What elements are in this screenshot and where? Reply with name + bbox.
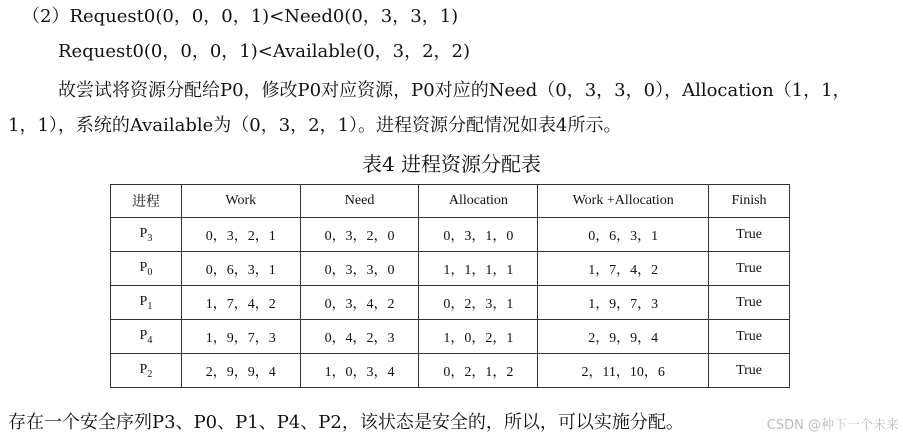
process-cell: $P_1$ xyxy=(111,286,182,320)
table-caption: 表4 进程资源分配表 xyxy=(361,152,542,176)
work-plus-allocation-cell: 1，9，7，3 xyxy=(538,286,709,320)
allocation-cell: 1，1，1，1 xyxy=(419,252,538,286)
allocation-text-line-1: 故尝试将资源分配给P0，修改P0对应资源，P0对应的Need（0，3，3，0），Allocation（1，1， xyxy=(58,80,851,101)
work-cell: 2，9，9，4 xyxy=(181,354,300,388)
work-plus-allocation-cell: 2，9，9，4 xyxy=(538,320,709,354)
process-cell: $P_0$ xyxy=(111,252,182,286)
need-cell: 1，0，3，4 xyxy=(300,354,419,388)
finish-cell: True xyxy=(709,218,790,252)
table-header-row xyxy=(111,185,790,218)
request-available-line: Request0(0，0，0，1)<Available(0，3，2，2) xyxy=(58,41,471,62)
table-row xyxy=(111,252,790,286)
header-allocation: Allocation xyxy=(419,185,538,218)
work-plus-allocation-cell: 1，7，4，2 xyxy=(538,252,709,286)
work-plus-allocation-cell: 0，6，3，1 xyxy=(538,218,709,252)
header-work-plus-allocation: Work +Allocation xyxy=(538,185,709,218)
finish-cell: True xyxy=(709,320,790,354)
need-cell: 0，3，2，0 xyxy=(300,218,419,252)
work-cell: 1，7，4，2 xyxy=(181,286,300,320)
finish-cell: True xyxy=(709,354,790,388)
need-cell: 0，3，4，2 xyxy=(300,286,419,320)
header-process: 进程 xyxy=(111,185,182,218)
process-cell: $P_2$ xyxy=(111,354,182,388)
allocation-cell: 0，2，3，1 xyxy=(419,286,538,320)
need-cell: 0，4，2，3 xyxy=(300,320,419,354)
allocation-cell: 1，0，2，1 xyxy=(419,320,538,354)
process-cell: $P_3$ xyxy=(111,218,182,252)
work-cell: 0，6，3，1 xyxy=(181,252,300,286)
request-need-line: （2）Request0(0，0，0，1)<Need0(0，3，3，1) xyxy=(22,6,459,27)
header-finish: Finish xyxy=(709,185,790,218)
process-cell: $P_4$ xyxy=(111,320,182,354)
safe-sequence-conclusion: 存在一个安全序列P3、P0、P1、P4、P2，该状态是安全的，所以，可以实施分配。 xyxy=(8,412,684,433)
header-work: Work xyxy=(181,185,300,218)
finish-cell: True xyxy=(709,286,790,320)
resource-allocation-table xyxy=(110,184,790,388)
work-cell: 0，3，2，1 xyxy=(181,218,300,252)
allocation-cell: 0，3，1，0 xyxy=(419,218,538,252)
finish-cell: True xyxy=(709,252,790,286)
work-plus-allocation-cell: 2，11，10，6 xyxy=(538,354,709,388)
work-cell: 1，9，7，3 xyxy=(181,320,300,354)
header-need: Need xyxy=(300,185,419,218)
table-row xyxy=(111,320,790,354)
table-row xyxy=(111,218,790,252)
table-row xyxy=(111,354,790,388)
allocation-cell: 0，2，1，2 xyxy=(419,354,538,388)
table-row xyxy=(111,286,790,320)
allocation-text-line-2: 1，1），系统的Available为（0，3，2，1）。进程资源分配情况如表4所示。 xyxy=(8,115,622,136)
watermark-text: CSDN @种下一个未来 xyxy=(766,418,899,433)
need-cell: 0，3，3，0 xyxy=(300,252,419,286)
